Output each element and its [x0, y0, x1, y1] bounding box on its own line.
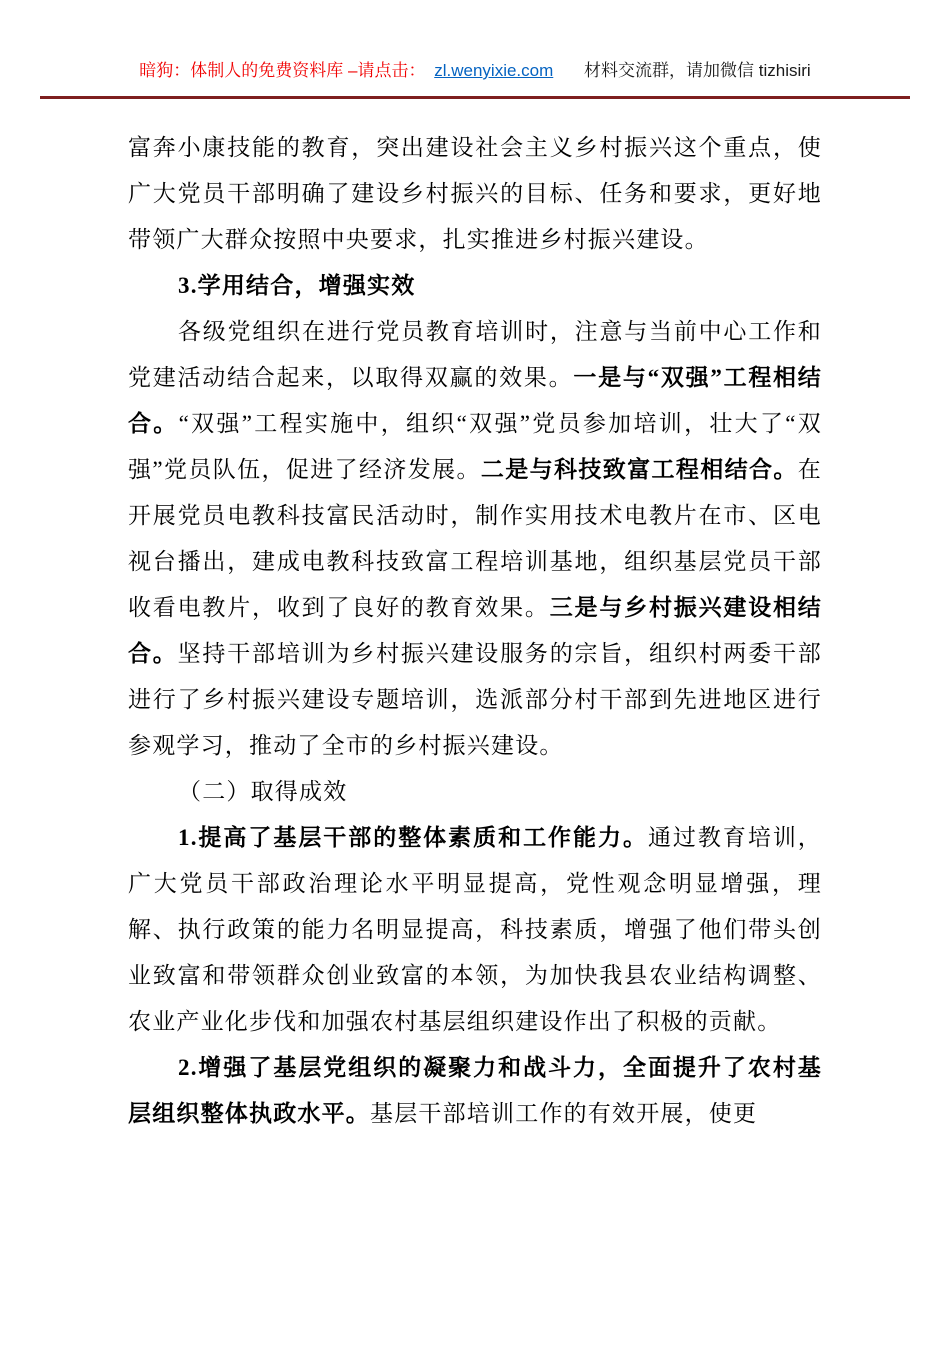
paragraph-achievement-1	[128, 815, 822, 1045]
paragraph-achievement-2	[128, 1045, 822, 1137]
text-run: 坚持干部培训为乡村振兴建设服务的宗旨，组织村两委干部进行了乡村振兴建设专题培训，选派部分村干部到先进地区进行参观学习，推动了全市的乡村振兴建设。	[128, 641, 823, 758]
text-run: 各级党组织在进行党员教育培训时，注意与当前中心工作和党建活动结合起来，以取得双赢的效果。	[128, 319, 822, 390]
text-run: （二）取得成效	[178, 779, 348, 804]
header-divider-rule	[40, 96, 910, 99]
bold-text-run: 2.增强了基层党组织的凝聚力和战斗力，全面提升了农村基层组织整体执政水平。	[128, 1055, 822, 1126]
text-run: “双强”工程实施中，组织“双强”党员参加培训，壮大了“双强”党员队伍，促进了经济发展。	[128, 411, 822, 482]
bold-text-run: 三是与乡村振兴建设相结合。	[128, 595, 823, 666]
header-site-label: 暗狗：体制人的免费资料库	[139, 61, 344, 80]
text-run: 在开展党员电教科技富民活动时，制作实用技术电教片在市、区电视台播出，建成电教科技致富工程培训基地，组织基层党员干部收看电教片，收到了良好的教育效果。	[128, 457, 822, 620]
paragraph-heading-3	[128, 263, 822, 309]
header-site-link[interactable]: zl.wenyixie.com	[434, 61, 554, 80]
text-run: 富奔小康技能的教育，突出建设社会主义乡村振兴这个重点，使广大党员干部明确了建设乡村振兴的目标、任务和要求，更好地带领广大群众按照中央要求，扎实推进乡村振兴建设。	[128, 135, 822, 252]
text-run: 通过教育培训，广大党员干部政治理论水平明显提高，党性观念明显增强，理解、执行政策的能力名明显提高，科技素质，增强了他们带头创业致富和带领群众创业致富的本领，为加快我县农业结构调整、农业产业化步伐和加强农村基层组织建设作出了积极的贡献。	[128, 825, 822, 1034]
text-run: 基层干部培训工作的有效开展，使更	[370, 1101, 758, 1126]
header-contact-text: 材料交流群，请加微信 tizhisiri	[584, 61, 811, 80]
paragraph-continuation	[128, 125, 822, 263]
paragraph-subsection-title	[128, 769, 822, 815]
bold-text-run: 1.提高了基层干部的整体素质和工作能力。	[178, 825, 648, 850]
heading-text-run: 3.学用结合，增强实效	[178, 273, 416, 298]
paragraph-section-body	[128, 309, 822, 769]
bold-text-run: 一是与“双强”工程相结合。	[128, 365, 822, 436]
bold-text-run: 二是与科技致富工程相结合。	[480, 457, 798, 482]
header-click-hint: –请点击：	[348, 61, 426, 80]
document-body	[128, 125, 822, 1137]
page-header	[0, 0, 950, 81]
